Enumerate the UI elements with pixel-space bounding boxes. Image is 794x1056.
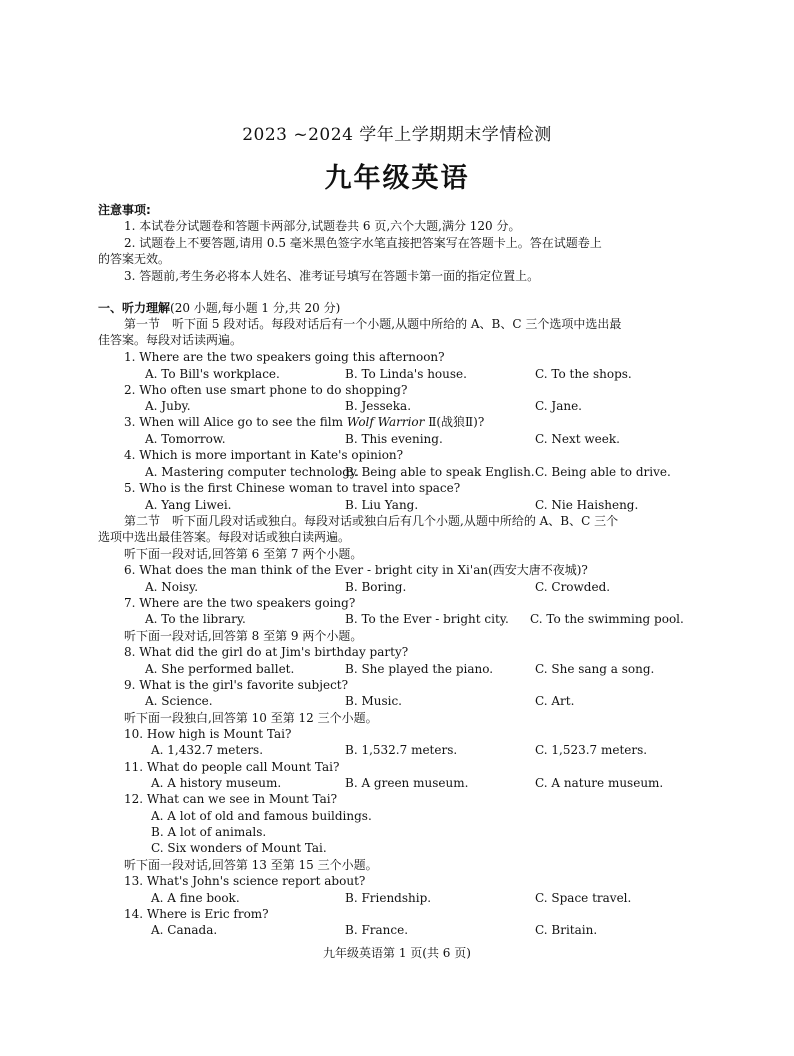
section1-instruction-line-2: 佳答案。每段对话读两遍。 [98, 333, 243, 347]
question-3-text-end: Ⅱ(战狼Ⅱ)? [424, 415, 485, 429]
group-instruction-10-12: 听下面一段独白,回答第 10 至第 12 三个小题。 [124, 711, 378, 725]
question-5: 5. Who is the first Chinese woman to travel into space? [124, 481, 461, 495]
question-8-option-c: C. She sang a song. [535, 662, 655, 676]
section2-instruction-line-1: 第二节 听下面几段对话或独白。每段对话或独白后有几个小题,从题中所给的 A、B、C 三个 [124, 514, 619, 528]
question-10-option-b: B. 1,532.7 meters. [345, 743, 458, 757]
question-3 [124, 414, 484, 430]
part1-heading [98, 300, 340, 316]
question-13-option-c: C. Space travel. [535, 891, 632, 905]
group-instruction-6-7: 听下面一段对话,回答第 6 至第 7 两个小题。 [124, 547, 363, 561]
question-5-option-a: A. Yang Liwei. [145, 498, 232, 512]
notice-item-3: 3. 答题前,考生务必将本人姓名、准考证号填写在答题卡第一面的指定位置上。 [124, 269, 540, 283]
question-7: 7. Where are the two speakers going? [124, 596, 356, 610]
question-14-option-b: B. France. [345, 923, 409, 937]
question-4-option-b: B. Being able to speak English. [345, 465, 535, 479]
group-instruction-13-15: 听下面一段对话,回答第 13 至第 15 三个小题。 [124, 858, 378, 872]
question-3-text: 3. When will Alice go to see the film [124, 415, 347, 429]
question-2-option-c: C. Jane. [535, 399, 582, 413]
question-12-option-c: C. Six wonders of Mount Tai. [151, 841, 327, 855]
question-8: 8. What did the girl do at Jim's birthday party? [124, 645, 409, 659]
question-12: 12. What can we see in Mount Tai? [124, 792, 338, 806]
question-14-option-c: C. Britain. [535, 923, 598, 937]
question-3-film-title: Wolf Warrior [346, 415, 425, 429]
question-6-option-a: A. Noisy. [145, 580, 199, 594]
section1-instruction-line-1: 第一节 听下面 5 段对话。每段对话后有一个小题,从题中所给的 A、B、C 三个选项中选出最 [124, 317, 622, 331]
question-9-option-a: A. Science. [145, 694, 213, 708]
question-4-option-c: C. Being able to drive. [535, 465, 671, 479]
question-5-option-b: B. Liu Yang. [345, 498, 419, 512]
notice-item-2-line-2: 的答案无效。 [98, 252, 171, 266]
part1-heading-note: (20 小题,每小题 1 分,共 20 分) [170, 301, 341, 315]
part1-heading-title: 一、听力理解 [98, 301, 171, 315]
group-instruction-8-9: 听下面一段对话,回答第 8 至第 9 两个小题。 [124, 629, 363, 643]
question-13-option-a: A. A fine book. [151, 891, 240, 905]
exam-title: 2023 ~2024 学年上学期期末学情检测 [242, 125, 552, 145]
question-8-option-b: B. She played the piano. [345, 662, 494, 676]
question-5-option-c: C. Nie Haisheng. [535, 498, 639, 512]
question-11-option-b: B. A green museum. [345, 776, 469, 790]
notice-item-2-line-1: 2. 试题卷上不要答题,请用 0.5 毫米黑色签字水笔直接把答案写在答题卡上。答在试题卷上 [124, 236, 602, 250]
question-3-option-b: B. This evening. [345, 432, 443, 446]
question-1-option-c: C. To the shops. [535, 367, 632, 381]
question-3-option-c: C. Next week. [535, 432, 620, 446]
question-8-option-a: A. She performed ballet. [145, 662, 295, 676]
subject-title: 九年级英语 [324, 163, 470, 194]
question-4-option-a: A. Mastering computer technology. [145, 465, 359, 479]
question-7-option-a: A. To the library. [145, 612, 246, 626]
question-9: 9. What is the girl's favorite subject? [124, 678, 349, 692]
question-14: 14. Where is Eric from? [124, 907, 269, 921]
question-6-option-b: B. Boring. [345, 580, 407, 594]
question-3-option-a: A. Tomorrow. [145, 432, 226, 446]
question-9-option-b: B. Music. [345, 694, 402, 708]
question-4: 4. Which is more important in Kate's opinion? [124, 448, 404, 462]
question-1-option-b: B. To Linda's house. [345, 367, 467, 381]
question-11-option-c: C. A nature museum. [535, 776, 664, 790]
question-12-option-a: A. A lot of old and famous buildings. [151, 809, 372, 823]
question-11-option-a: A. A history museum. [151, 776, 282, 790]
question-13-option-b: B. Friendship. [345, 891, 432, 905]
question-10: 10. How high is Mount Tai? [124, 727, 292, 741]
question-7-option-b: B. To the Ever - bright city. [345, 612, 509, 626]
question-10-option-c: C. 1,523.7 meters. [535, 743, 648, 757]
question-12-option-b: B. A lot of animals. [151, 825, 267, 839]
question-6: 6. What does the man think of the Ever - bright city in Xi'an(西安大唐不夜城)? [124, 563, 588, 577]
question-10-option-a: A. 1,432.7 meters. [151, 743, 264, 757]
question-14-option-a: A. Canada. [151, 923, 218, 937]
question-6-option-c: C. Crowded. [535, 580, 611, 594]
question-7-option-c: C. To the swimming pool. [530, 612, 684, 626]
question-2-option-b: B. Jesseka. [345, 399, 412, 413]
notice-item-1: 1. 本试卷分试题卷和答题卡两部分,试题卷共 6 页,六个大题,满分 120 分。 [124, 219, 521, 233]
section2-instruction-line-2: 选项中选出最佳答案。每段对话或独白读两遍。 [98, 530, 351, 544]
question-13: 13. What's John's science report about? [124, 874, 366, 888]
question-1: 1. Where are the two speakers going this afternoon? [124, 350, 445, 364]
question-2: 2. Who often use smart phone to do shopping? [124, 383, 408, 397]
question-1-option-a: A. To Bill's workplace. [145, 367, 280, 381]
question-11: 11. What do people call Mount Tai? [124, 760, 340, 774]
notice-heading: 注意事项: [98, 203, 151, 217]
question-9-option-c: C. Art. [535, 694, 575, 708]
page-footer: 九年级英语第 1 页(共 6 页) [323, 946, 471, 960]
question-2-option-a: A. Juby. [145, 399, 191, 413]
